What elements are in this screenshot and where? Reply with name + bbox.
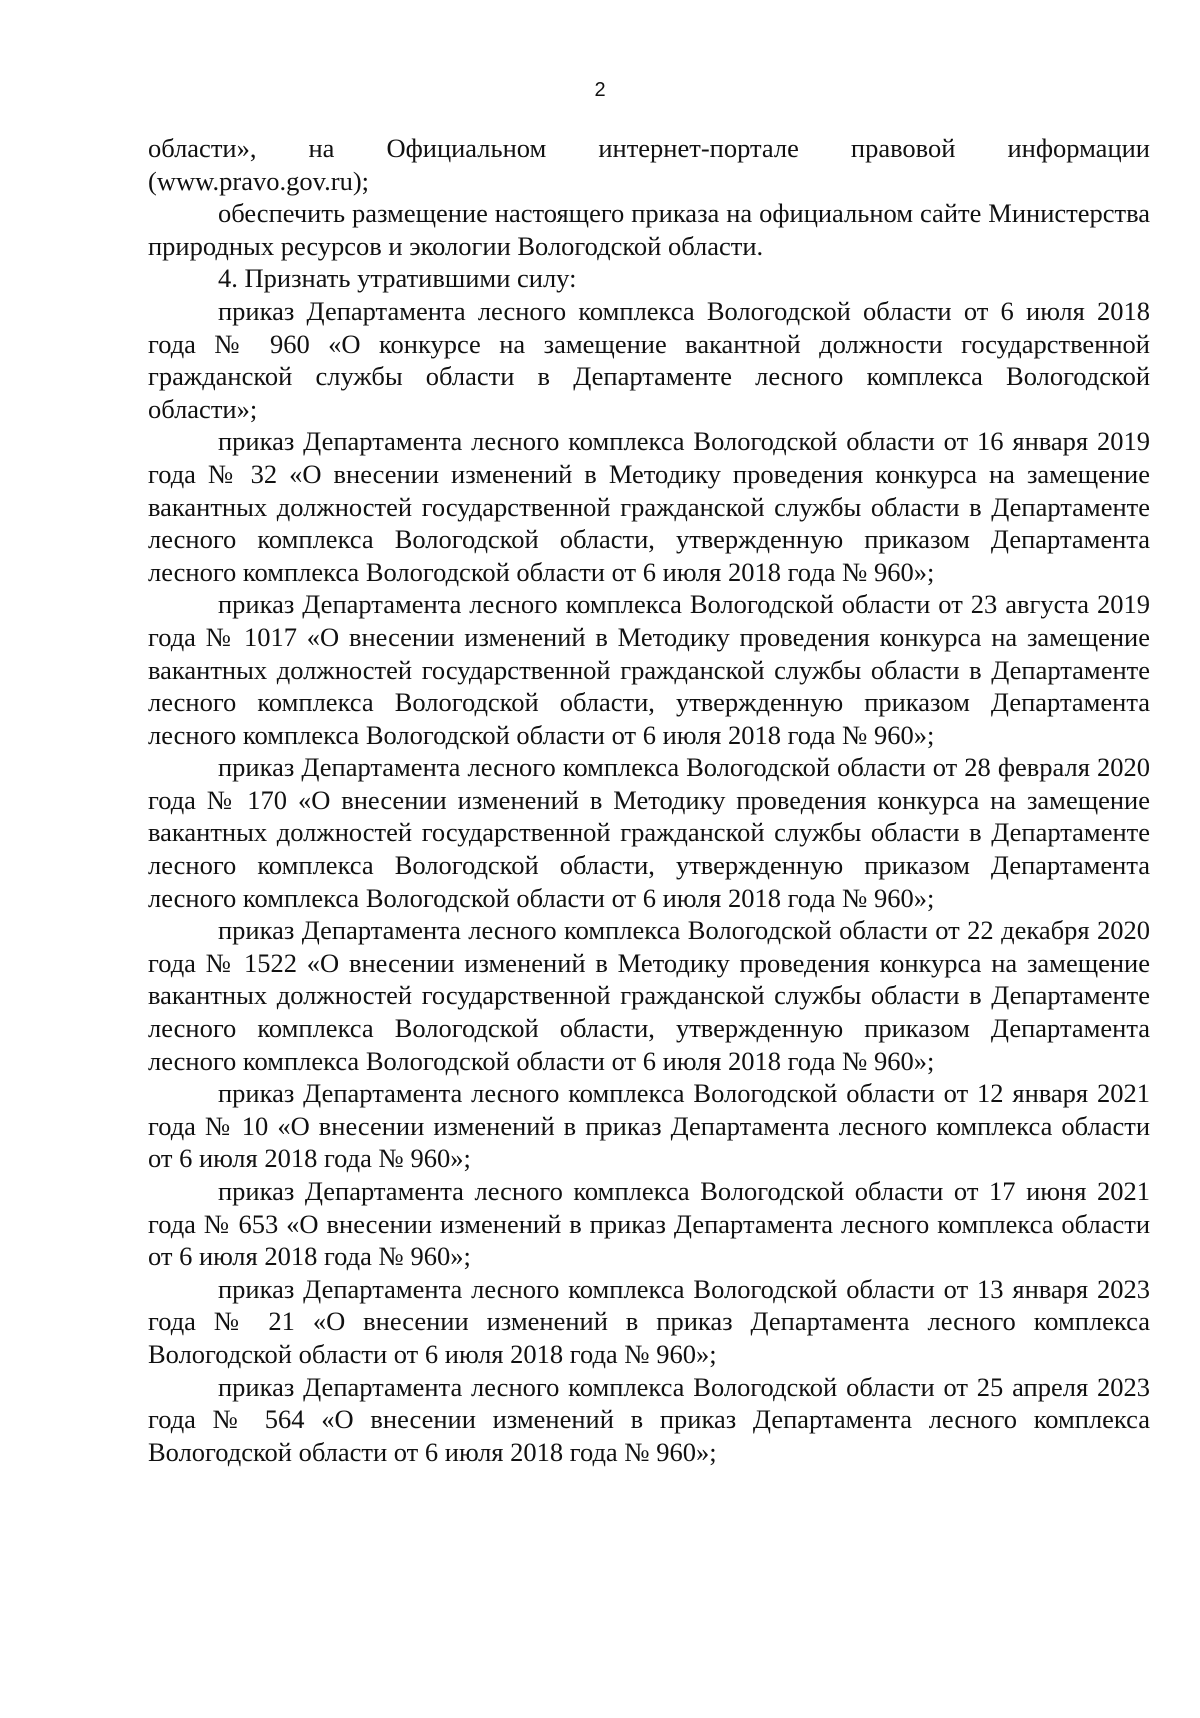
paragraph: приказ Департамента лесного комплекса Вологодской области от 13 января 2023 года № 21 «О внесении изменений в приказ Департамента лесного комплекса Вологодской области от 6 июля 2018 года № 960»;	[148, 1273, 1150, 1369]
paragraph: приказ Департамента лесного комплекса Вологодской области от 16 января 2019 года № 32 «О внесении изменений в Методику проведения конкурса на замещение вакантных должностей государственной гражданской службы области в Департаменте лесного комплекса Вологодской области, утвержденную приказом Департамента лесного комплекса Вологодской области от 6 июля 2018 года № 960»;	[148, 426, 1150, 587]
paragraph: приказ Департамента лесного комплекса Вологодской области от 12 января 2021 года № 10 «О внесении изменений в приказ Департамента лесного комплекса области от 6 июля 2018 года № 960»;	[148, 1078, 1150, 1174]
paragraph: приказ Департамента лесного комплекса Вологодской области от 28 февраля 2020 года № 170 «О внесении изменений в Методику проведения конкурса на замещение вакантных должностей государственной гражданской службы области в Департаменте лесного комплекса Вологодской области, утвержденную приказом Департамента лесного комплекса Вологодской области от 6 июля 2018 года № 960»;	[148, 752, 1150, 913]
paragraph: приказ Департамента лесного комплекса Вологодской области от 23 августа 2019 года № 1017 «О внесении изменений в Методику проведения конкурса на замещение вакантных должностей государственной гражданской службы области в Департаменте лесного комплекса Вологодской области, утвержденную приказом Департамента лесного комплекса Вологодской области от 6 июля 2018 года № 960»;	[148, 589, 1150, 750]
page-number: 2	[594, 79, 606, 101]
paragraph: приказ Департамента лесного комплекса Вологодской области от 22 декабря 2020 года № 1522 «О внесении изменений в Методику проведения конкурса на замещение вакантных должностей государственной гражданской службы области в Департаменте лесного комплекса Вологодской области, утвержденную приказом Департамента лесного комплекса Вологодской области от 6 июля 2018 года № 960»;	[148, 915, 1150, 1076]
paragraph: обеспечить размещение настоящего приказа на официальном сайте Министерства природных ресурсов и экологии Вологодской области.	[148, 198, 1150, 261]
paragraph: приказ Департамента лесного комплекса Вологодской области от 6 июля 2018 года № 960 «О конкурсе на замещение вакантной должности государственной гражданской службы области в Департаменте лесного комплекса Вологодской области»;	[148, 295, 1150, 424]
document-body	[148, 132, 1150, 1468]
paragraph: приказ Департамента лесного комплекса Вологодской области от 17 июня 2021 года № 653 «О внесении изменений в приказ Департамента лесного комплекса области от 6 июля 2018 года № 960»;	[148, 1176, 1150, 1272]
paragraph: приказ Департамента лесного комплекса Вологодской области от 25 апреля 2023 года № 564 «О внесении изменений в приказ Департамента лесного комплекса Вологодской области от 6 июля 2018 года № 960»;	[148, 1371, 1150, 1467]
paragraph: области», на Официальном интернет-портале правовой информации (www.pravo.gov.ru);	[148, 133, 1150, 196]
paragraph: 4. Признать утратившими силу:	[218, 263, 577, 294]
